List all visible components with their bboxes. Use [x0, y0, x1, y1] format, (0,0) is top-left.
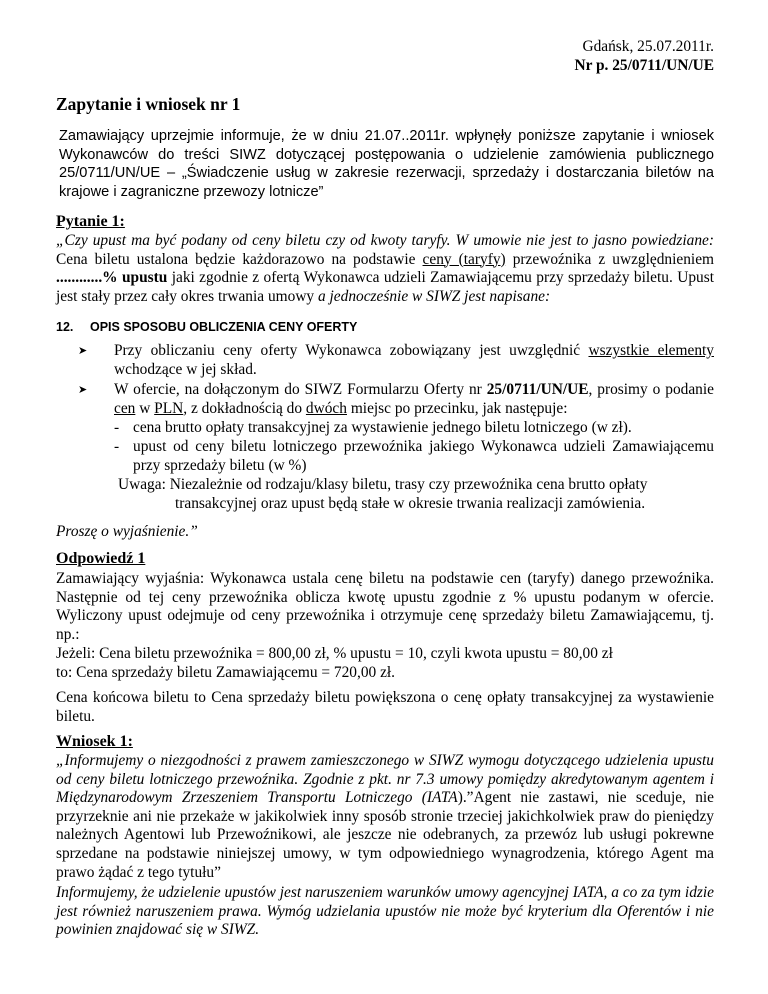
question-1-part-a: Cena biletu ustalona będzie każdorazowo na podstawie	[56, 250, 423, 268]
question-1-closing: Proszę o wyjaśnienie.”	[56, 523, 198, 540]
note-line-1: Uwaga: Niezależnie od rodzaju/klasy biletu, trasy czy przewoźnika cena brutto opłaty	[118, 476, 648, 493]
bullet-1-part-b: wchodzące w jej skład.	[114, 360, 257, 378]
reference-number: Nr p. 25/0711/UN/UE	[574, 57, 714, 74]
question-1-underlined: ceny (taryfy)	[422, 250, 506, 268]
section-number: 12.	[56, 320, 74, 334]
bullet-2-part-e: miejsc po przecinku, jak następuje:	[346, 399, 568, 417]
request-1-text: ).”Agent nie zastawi, nie sceduje, nie przyrzeknie ani nie przekaże w jakikolwiek inny sposób stronie trzeciej jakichkolwiek praw do pieniędzy należnych Agentowi lub Przewoźnikowi, ale jeszcze nie odebranych, za przewóz lub usługi pokrewne sprzedane na podstawie niniejszej umowy, w tym odpowiedniego wynagrodzenia, którego Agent ma prawo żądać z tego tytułu”	[56, 789, 714, 881]
question-1-heading: Pytanie 1:	[56, 213, 125, 230]
note-line-2: transakcyjnej oraz upust będą stałe w okresie trwania realizacji zamówienia.	[175, 495, 646, 512]
bullet-2-underlined-3: dwóch	[305, 399, 347, 417]
answer-1-paragraph: Zamawiający wyjaśnia: Wykonawca ustala cenę biletu na podstawie cen (taryfy) danego przewoźnika. Następnie od tej ceny przewoźnika oblicza kwotę upustu zgodnie z % upustu podanym w ofercie. Wyliczony upust odejmuje od ceny przewoźnika i otrzymuje cenę sprzedaży biletu Zamawiającemu, tj. np.:	[56, 570, 714, 643]
bullet-1-underlined: wszystkie elementy	[588, 342, 714, 359]
arrow-bullet-icon: ➤	[78, 345, 88, 357]
request-1-paragraph	[56, 752, 714, 882]
question-1-text	[56, 232, 714, 306]
bullet-2-part-b: , prosimy o podanie	[588, 381, 714, 398]
request-1-paragraph-2: Informujemy, że udzielenie upustów jest naruszeniem warunków umowy agencyjnej IATA, a co za tym idzie jest również naruszeniem prawa. Wymóg udzielania upustów nie może być kryterium dla Oferentów i nie powinien znajdować się w SIWZ.	[56, 884, 714, 939]
bullet-2-part-d: , z dokładnością do	[183, 399, 306, 417]
question-1-quote-2: a jednocześnie w SIWZ jest napisane:	[317, 287, 551, 305]
section-12-heading	[56, 318, 714, 337]
question-1-part-b: przewoźnika z uwzględnieniem	[505, 250, 715, 268]
bullet-item-1	[78, 342, 714, 379]
bullet-item-2	[78, 381, 714, 418]
section-title: OPIS SPOSOBU OBLICZENIA CENY OFERTY	[90, 320, 358, 334]
dash-item-2-text: upust od ceny biletu lotniczego przewoźnika jakiego Wykonawca udzieli Zamawiającemu przy sprzedaży biletu (w %)	[133, 438, 714, 474]
question-1-part-c: jaki zgodnie z ofertą Wykonawca udzieli Zamawiającemu przy sprzedaży biletu. Upust jest stały przez cały okres trwania umowy	[56, 269, 714, 305]
bullet-2-part-c: w	[135, 399, 155, 417]
place-date: Gdańsk, 25.07.2011r.	[582, 38, 714, 55]
question-1-bold: ............% upustu	[56, 269, 168, 287]
answer-1-example-2: to: Cena sprzedaży biletu Zamawiającemu = 720,00 zł.	[56, 664, 396, 681]
answer-1-heading: Odpowiedź 1	[56, 550, 146, 567]
bullet-1-part-a: Przy obliczaniu ceny oferty Wykonawca zobowiązany jest uwzględnić	[114, 342, 589, 359]
answer-1-example-1: Jeżeli: Cena biletu przewoźnika = 800,00 zł, % upustu = 10, czyli kwota upustu = 80,00 zł	[56, 645, 613, 662]
dash-item-1-text: cena brutto opłaty transakcyjnej za wystawienie jednego biletu lotniczego (w zł).	[133, 419, 632, 436]
answer-1-paragraph-2: Cena końcowa biletu to Cena sprzedaży biletu powiększona o cenę opłaty transakcyjnej za wystawienie biletu.	[56, 689, 714, 725]
request-1-quote: „Informujemy o niezgodności z prawem zamieszczonego w SIWZ wymogu dotyczącego udzielenia upustu od ceny biletu lotniczego przewoźnika. Zgodnie z pkt. nr 7.3 umowy pomiędzy akredytowanym agentem i Międzynarodowym Zrzeszeniem Transportu Lotniczego (IATA	[56, 752, 714, 807]
bullet-2-part-a: W ofercie, na dołączonym do SIWZ Formularzu Oferty nr	[114, 381, 487, 398]
dash-marker: -	[114, 438, 120, 455]
document-title: Zapytanie i wniosek nr 1	[56, 94, 241, 114]
arrow-bullet-icon: ➤	[78, 384, 88, 396]
request-1-heading: Wniosek 1:	[56, 733, 133, 750]
question-1-quote: „Czy upust ma być podany od ceny biletu czy od kwoty taryfy. W umowie nie jest to jasno powiedziane:	[56, 232, 714, 249]
dash-item-1	[114, 419, 714, 438]
intro-paragraph: Zamawiający uprzejmie informuje, że w dniu 21.07..2011r. wpłynęły poniższe zapytanie i wniosek Wykonawców do treści SIWZ dotyczącej postępowania o udzielenie zamówienia publicznego 25/0711/UN/UE – „Świadczenie usług w zakresie rezerwacji, sprzedaży i dostarczania biletów na krajowe i zagraniczne przewozy lotnicze”	[59, 128, 714, 200]
bullet-2-underlined-1: cen	[114, 399, 136, 417]
dash-marker: -	[114, 419, 120, 436]
dash-item-2	[114, 438, 714, 475]
bullet-2-underlined-2: PLN	[154, 399, 184, 417]
bullet-2-bold: 25/0711/UN/UE	[486, 381, 589, 398]
